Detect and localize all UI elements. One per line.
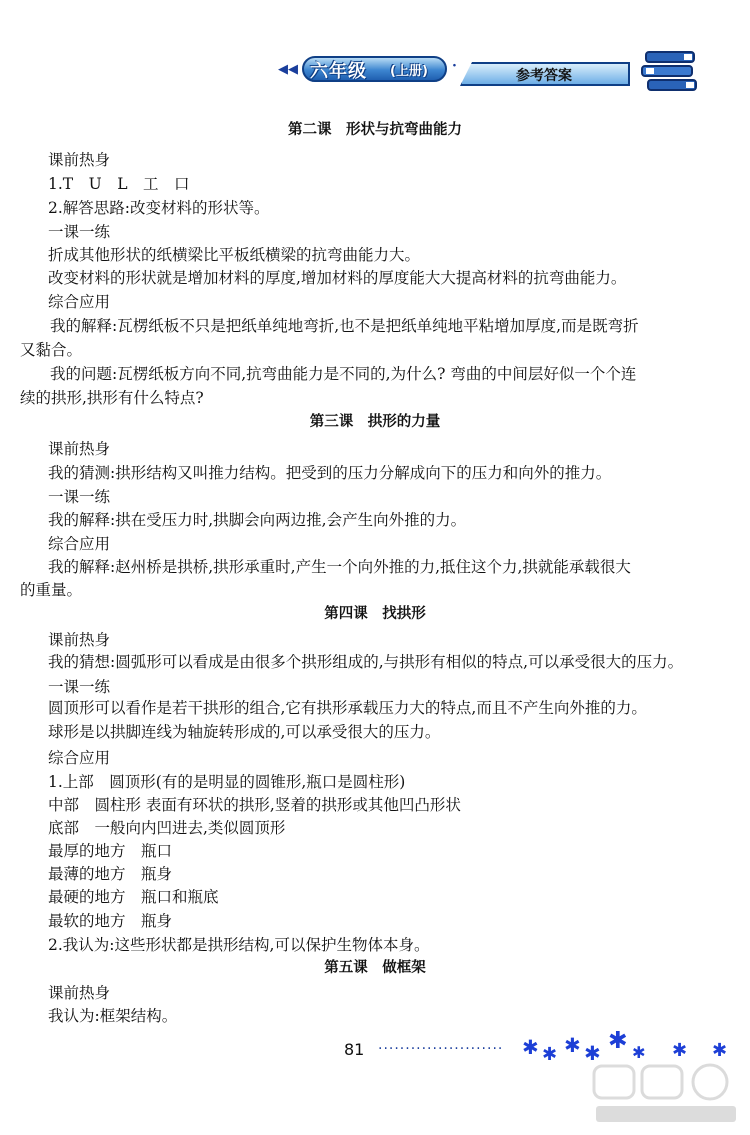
dotted-leader: ······················· [378,1041,504,1057]
section-label: 综合应用 [48,535,111,553]
section-label: 课前热身 [48,440,111,458]
answer-line: 的重量。 [20,581,83,599]
answer-line: 最厚的地方 瓶口 [48,842,173,860]
star-icon: ✱ [542,1044,558,1065]
answer-line: 又黏合。 [20,341,83,359]
lesson-heading: 第二课 形状与抗弯曲能力 [288,122,462,138]
answer-banner-label: 参考答案 [516,68,572,84]
section-label: 综合应用 [48,293,111,311]
section-label: 课前热身 [48,631,111,649]
answer-line: 1.T U L 工 口 [48,175,190,193]
answer-line: 我认为:框架结构。 [48,1007,178,1025]
section-label: 综合应用 [48,749,111,767]
star-icon: ✱ [632,1043,646,1062]
star-icon: ✱ [608,1030,628,1054]
lesson-heading: 第四课 找拱形 [324,606,426,622]
answer-line: 圆顶形可以看作是若干拱形的组合,它有拱形承载压力大的特点,而且不产生向外推的力。 [48,699,647,717]
answer-line: 最薄的地方 瓶身 [48,865,173,883]
answer-line: 2.解答思路:改变材料的形状等。 [48,199,270,217]
watermark-logo [590,1062,740,1128]
double-left-arrow-icon: ◀◀ [278,62,298,77]
answer-line: 底部 一般向内凹进去,类似圆顶形 [48,819,286,837]
star-icon: ✱ [584,1042,601,1065]
answer-line: 2.我认为:这些形状都是拱形结构,可以保护生物体本身。 [48,936,430,954]
answer-line: 最软的地方 瓶身 [48,912,173,930]
page-number: 81 [344,1040,365,1059]
answer-line: 我的问题:瓦楞纸板方向不同,抗弯曲能力是不同的,为什么? 弯曲的中间层好似一个个连 [50,365,637,383]
answer-line: 续的拱形,拱形有什么特点? [20,389,204,407]
star-icon: ✱ [564,1034,581,1057]
section-label: 一课一练 [48,223,111,241]
answer-line: 我的猜想:圆弧形可以看成是由很多个拱形组成的,与拱形有相似的特点,可以承受很大的压力。 [48,653,684,671]
lesson-heading: 第五课 做框架 [324,960,426,976]
term-label: (上册) [390,64,428,79]
answer-line: 我的猜测:拱形结构又叫推力结构。把受到的压力分解成向下的压力和向外的推力。 [48,464,612,482]
star-icon: ✱ [712,1040,728,1061]
lesson-heading: 第三课 拱形的力量 [309,414,441,430]
answer-line: 球形是以拱脚连线为轴旋转形成的,可以承受很大的压力。 [48,723,441,741]
answer-line: 1.上部 圆顶形(有的是明显的圆锥形,瓶口是圆柱形) [48,773,406,791]
section-label: 一课一练 [48,488,111,506]
grade-label: 六年级 [310,61,367,82]
answer-line: 折成其他形状的纸横梁比平板纸横梁的抗弯曲能力大。 [48,246,421,264]
section-label: 一课一练 [48,678,111,696]
header-separator: · [452,58,457,74]
section-label: 课前热身 [48,984,111,1002]
star-icon: ✱ [522,1036,539,1059]
answer-line: 最硬的地方 瓶口和瓶底 [48,888,219,906]
answer-line: 我的解释:拱在受压力时,拱脚会向两边推,会产生向外推的力。 [48,511,467,529]
star-icon: ✱ [672,1040,688,1061]
books-icon [640,48,700,94]
answer-line: 我的解释:瓦楞纸板不只是把纸单纯地弯折,也不是把纸单纯地平粘增加厚度,而是既弯折 [50,317,639,335]
page-header [262,48,702,96]
answer-line: 我的解释:赵州桥是拱桥,拱形承重时,产生一个向外推的力,抵住这个力,拱就能承载很大 [48,558,631,576]
section-label: 课前热身 [48,151,111,169]
answer-line: 中部 圆柱形 表面有环状的拱形,竖着的拱形或其他凹凸形状 [48,796,461,814]
answer-line: 改变材料的形状就是增加材料的厚度,增加材料的厚度能大大提高材料的抗弯曲能力。 [48,269,627,287]
